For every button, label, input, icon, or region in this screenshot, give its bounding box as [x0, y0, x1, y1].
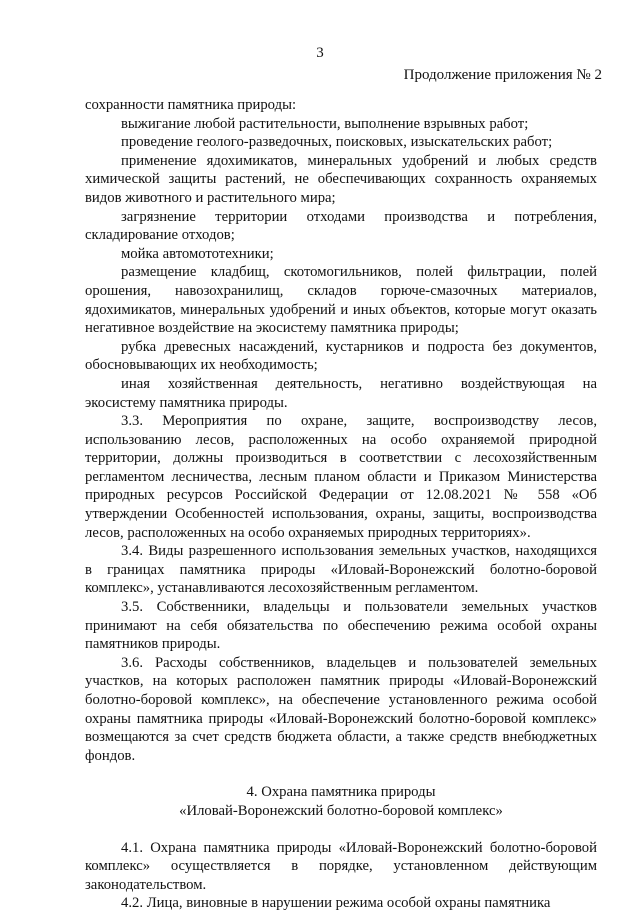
- paragraph: применение ядохимикатов, минеральных удобрений и любых средств химической защиты растений, не обеспечивающих сохранность охраняемых видов животного и растительного мира;: [85, 152, 597, 206]
- page-number: 3: [316, 45, 324, 61]
- paragraph: иная хозяйственная деятельность, негативно воздействующая на экосистему памятника природы.: [85, 375, 597, 411]
- document-body: [85, 96, 597, 913]
- paragraph: загрязнение территории отходами производства и потребления, складирование отходов;: [85, 208, 597, 244]
- paragraph: мойка автомототехники;: [121, 245, 274, 262]
- paragraph: размещение кладбищ, скотомогильников, полей фильтрации, полей орошения, навозохранилищ, складов горюче-смазочных материалов, ядохимикатов, минеральных удобрений и иных объектов, которые могут оказать негативное воздействие на экосистему памятника природы;: [85, 264, 597, 337]
- appendix-continuation-note: Продолжение приложения № 2: [403, 67, 602, 83]
- section-title-line-1: 4. Охрана памятника природы: [246, 784, 436, 801]
- paragraph: 3.3. Мероприятия по охране, защите, воспроизводству лесов, использованию лесов, расположенных на особо охраняемой природной территории, должны производиться в соответствии с лесохозяйственным регламентом лесничества, лесным планом области и Приказом Министерства природных ресурсов Российской Федерации от 12.08.2021 № 558 «Об утверждении Особенностей использования, охраны, защиты, воспроизводства лесов, расположенных на особо охраняемых природных территориях».: [85, 413, 597, 541]
- section-title-spacer: [85, 821, 597, 839]
- paragraph: проведение геолого-разведочных, поисковых, изыскательских работ;: [121, 134, 553, 151]
- paragraph: 3.4. Виды разрешенного использования земельных участков, находящихся в границах памятника природы «Иловай-Воронежский болотно-боровой комплекс», устанавливаются лесохозяйственным регламентом.: [85, 543, 597, 597]
- section-title-line-2: «Иловай-Воронежский болотно-боровой комплекс»: [179, 802, 503, 819]
- paragraph: 3.6. Расходы собственников, владельцев и пользователей земельных участков, на которых расположен памятник природы «Иловай-Воронежский болотно-боровой комплекс», на обеспечение установленного режима особой охраны памятника природы «Иловай-Воронежский болотно-боровой комплекс» возмещаются за счет средств бюджета области, а также средств внебюджетных фондов.: [85, 654, 597, 764]
- paragraph: 3.5. Собственники, владельцы и пользователи земельных участков принимают на себя обязательства по обеспечению режима особой охраны памятников природы.: [85, 599, 597, 653]
- paragraph: рубка древесных насаждений, кустарников и подроста без документов, обосновывающих их необходимость;: [85, 338, 597, 374]
- paragraph: сохранности памятника природы:: [85, 97, 297, 113]
- paragraph: 4.2. Лица, виновные в нарушении режима особой охраны памятника: [121, 895, 551, 912]
- paragraph: 4.1. Охрана памятника природы «Иловай-Воронежский болотно-боровой комплекс» осуществляется в порядке, установленном действующим законодательством.: [85, 839, 597, 893]
- section-spacer: [85, 765, 597, 783]
- paragraph: выжигание любой растительности, выполнение взрывных работ;: [121, 115, 529, 132]
